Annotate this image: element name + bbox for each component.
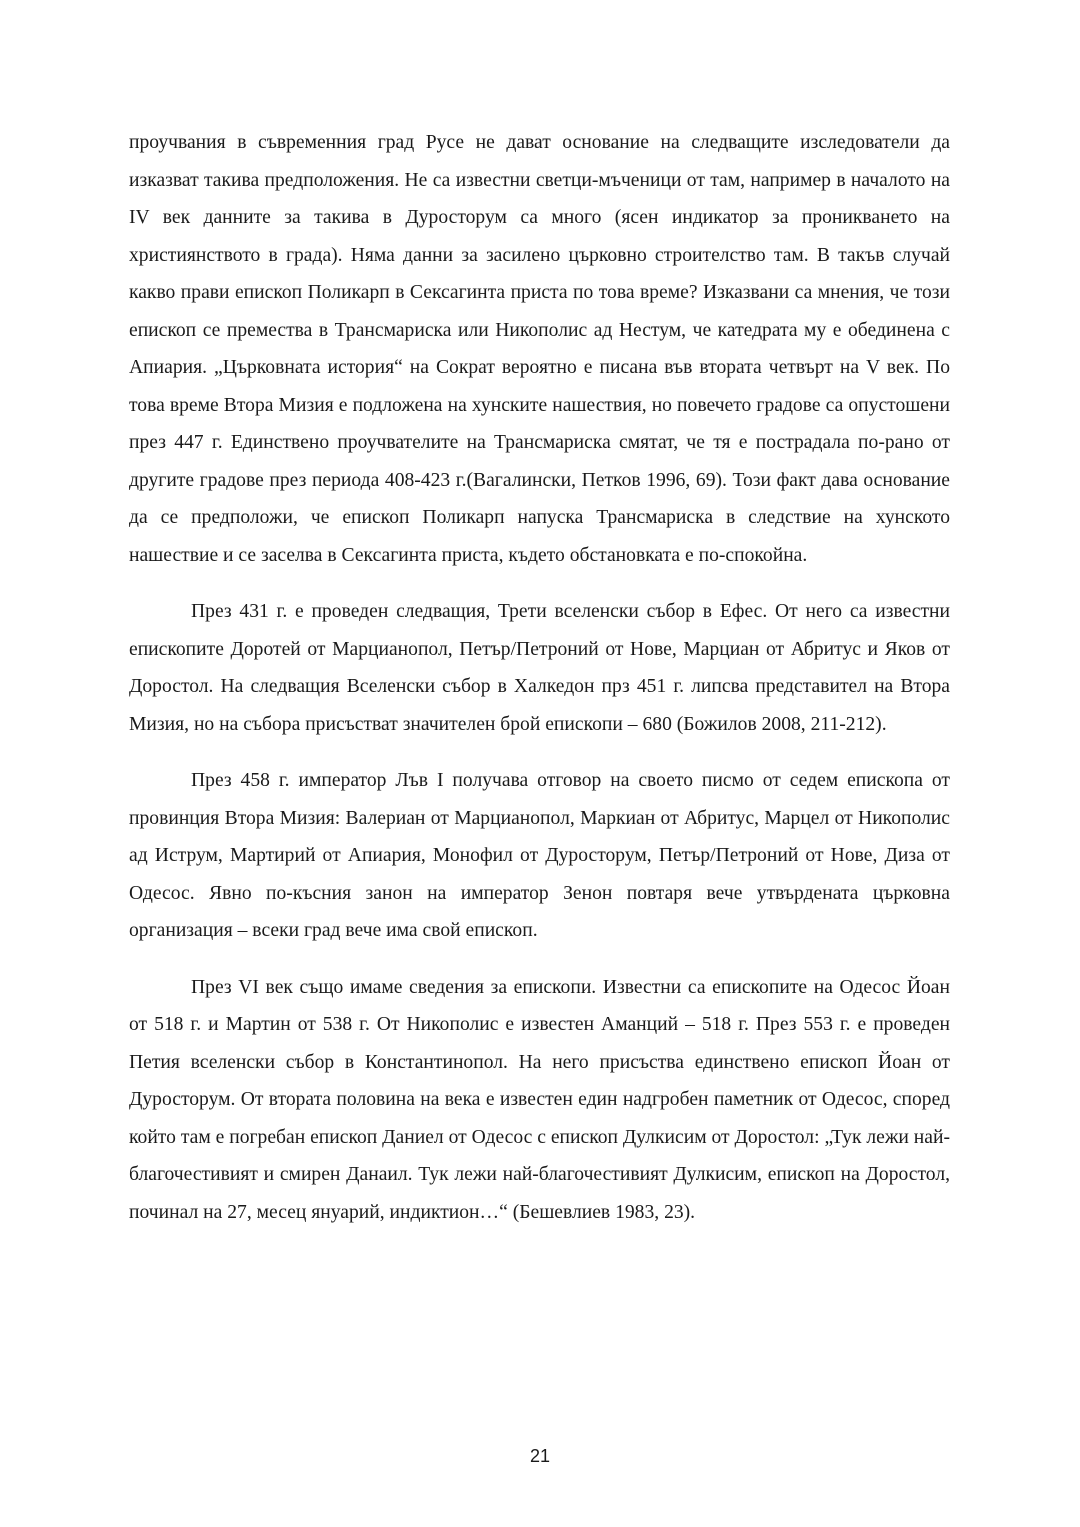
paragraph-emperor-leo: През 458 г. император Лъв I получава отговор на своето писмо от седем епископа от провинция Втора Мизия: Валериан от Марцианопол, Маркиан от Абритус, Марцел от Никополис ад Иструм, Мартирий от Апиария, Монофил от Дуросторум, Петър/Петроний от Нове, Диза от Одесос. Явно по-късния занон на император Зенон повтаря вече утвърдената църковна организация – всеки град вече има свой епископ.: [129, 770, 950, 941]
paragraph-sixth-century: През VI век също имаме сведения за епископи. Известни са епископите на Одесос Йоан от 518 г. и Мартин от 538 г. От Никополис е известен Аманций – 518 г. През 553 г. е проведен Петия вселенски събор в Константинопол. На него присъства единствено епископ Йоан от Дуросторум. От втората половина на века е известен един надгробен паметник от Одесос, според който там е погребан епископ Даниел от Одесос с епископ Дулкисим от Доростол: „Тук лежи най-благочестивият и смирен Данаил. Тук лежи най-благочестивият Дулкисим, епископ на Доростол, починал на 27, месец януарий, индиктион…“ (Бешевлиев 1983, 23).: [129, 976, 950, 1223]
paragraph-continuation: проучвания в съвременния град Русе не дават основание на следващите изследователи да изказват такива предположения. Не са известни светци-мъченици от там, например в началото на IV век данните за такива в Дуросторум са много (ясен индикатор за проникването на християнството в града). Няма данни за засилено църковно строителство там. В такъв случай какво прави епископ Поликарп в Сексагинта приста по това време? Изказвани са мнения, че този епископ се премества в Трансмариска или Никополис ад Нестум, че катедрата му е обединена с Апиария. „Църковната история“ на Сократ вероятно е писана във втората четвърт на V век. По това време Втора Мизия е подложена на хунските нашествия, но повечето градове са опустошени през 447 г. Единствено проучвателите на Трансмариска смятат, че тя е пострадала по-рано от другите градове през периода 408-423 г.(Вагалински, Петков 1996, 69). Този факт дава основание да се предположи, че епископ Поликарп напуска Трансмариска в следствие на хунското нашествие и се заселва в Сексагинта приста, където обстановката е по-спокойна.: [129, 132, 950, 566]
document-body: [129, 124, 950, 1250]
page-number: 21: [529, 1446, 551, 1466]
paragraph-third-council: През 431 г. е проведен следващия, Трети вселенски събор в Ефес. От него са известни епископите Доротей от Марцианопол, Петър/Петроний от Нове, Марциан от Абритус и Яков от Доростол. На следващия Вселенски събор в Халкедон прз 451 г. липсва представител на Втора Мизия, но на събора присъстват значителен брой епископи – 680 (Божилов 2008, 211-212).: [129, 601, 950, 735]
